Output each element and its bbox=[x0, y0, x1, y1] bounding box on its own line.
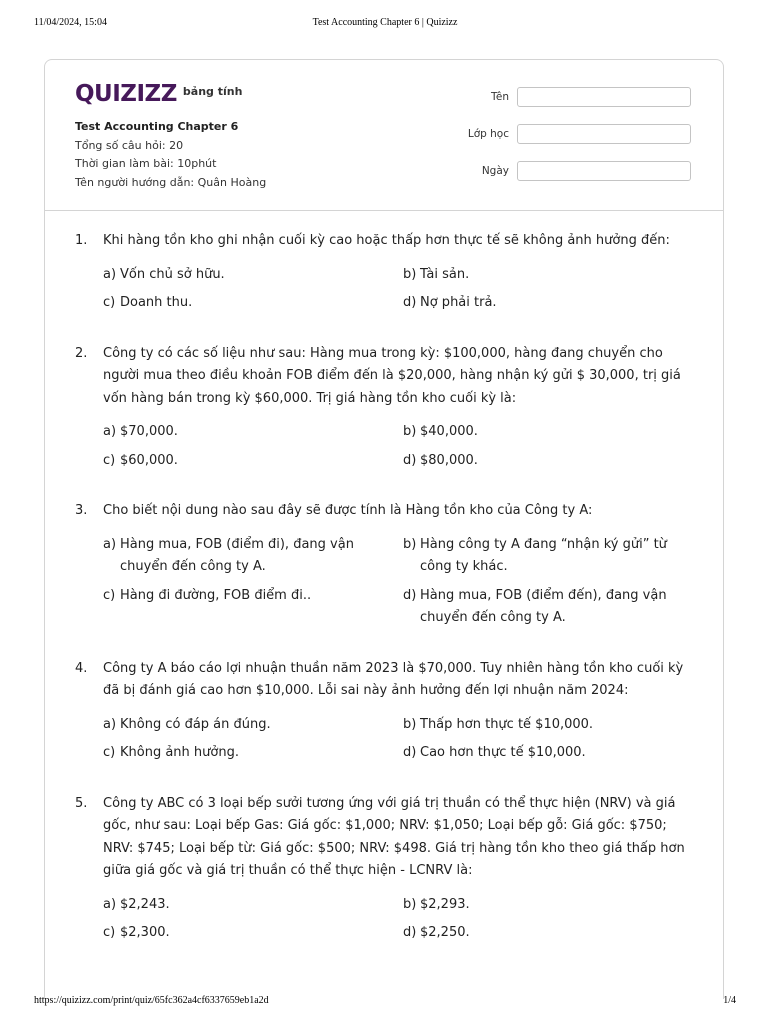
option-a bbox=[103, 714, 401, 737]
quiz-meta bbox=[75, 118, 266, 192]
option-text: Hàng mua, FOB (điểm đến), đang vận chuyển đến công ty A. bbox=[420, 587, 667, 625]
options bbox=[103, 714, 700, 765]
question-1 bbox=[75, 230, 700, 315]
question-5 bbox=[75, 793, 700, 945]
question-number: 5. bbox=[75, 795, 88, 811]
option-letter: c) bbox=[103, 745, 116, 760]
question-number: 3. bbox=[75, 503, 88, 518]
option-letter: b) bbox=[403, 424, 417, 439]
option-text: Hàng mua, FOB (điểm đi), đang vận chuyển đến công ty A. bbox=[120, 536, 354, 574]
option-a bbox=[103, 264, 401, 287]
worksheet-card bbox=[44, 59, 724, 999]
time-limit: Thời gian làm bài: 10phút bbox=[75, 157, 217, 170]
option-letter: c) bbox=[103, 452, 116, 468]
option-a bbox=[103, 894, 401, 917]
total-questions: Tổng số câu hỏi: 20 bbox=[75, 138, 184, 152]
option-letter: d) bbox=[403, 587, 417, 603]
option-d bbox=[403, 742, 681, 765]
option-b bbox=[403, 894, 681, 917]
option-letter: d) bbox=[403, 745, 417, 760]
name-field-row bbox=[455, 87, 691, 107]
question-text: Công ty A báo cáo lợi nhuận thuần năm 2023 là $70,000. Tuy nhiên hàng tồn kho cuối kỳ đã bị đánh giá cao hơn $10,000. Lỗi sai này ảnh hưởng đến lợi nhuận năm 2024: bbox=[103, 660, 684, 698]
question-4 bbox=[75, 658, 700, 765]
option-text: Tài sản. bbox=[420, 266, 470, 282]
option-letter: b) bbox=[403, 716, 417, 732]
date-field-row bbox=[455, 161, 691, 181]
instructor-name: Tên người hướng dẫn: Quân Hoàng bbox=[75, 175, 267, 189]
class-input[interactable] bbox=[517, 124, 691, 144]
options bbox=[103, 421, 700, 472]
question-3 bbox=[75, 500, 700, 630]
date-label: Ngày bbox=[481, 165, 509, 177]
print-page-title: Test Accounting Chapter 6 | Quizizz bbox=[312, 17, 458, 28]
option-letter: d) bbox=[403, 925, 417, 940]
options bbox=[103, 534, 700, 630]
options bbox=[103, 894, 700, 945]
question-number: 4. bbox=[75, 660, 88, 676]
class-field-row bbox=[455, 124, 691, 144]
question-number: 2. bbox=[75, 345, 88, 361]
option-text: Vốn chủ sở hữu. bbox=[120, 266, 225, 282]
option-letter: c) bbox=[103, 295, 116, 310]
date-input[interactable] bbox=[517, 161, 691, 181]
print-page-number: 1/4 bbox=[723, 995, 736, 1006]
option-a bbox=[103, 534, 401, 579]
option-b bbox=[403, 264, 681, 287]
option-c bbox=[103, 585, 401, 630]
option-letter: a) bbox=[103, 716, 117, 732]
option-a bbox=[103, 421, 401, 444]
option-letter: c) bbox=[103, 925, 116, 940]
option-text: $2,243. bbox=[120, 896, 170, 912]
question-text: Công ty có các số liệu như sau: Hàng mua trong kỳ: $100,000, hàng đang chuyển cho người mua theo điều khoản FOB điểm đến là $20,000, hàng nhận ký gửi $ 30,000, trị giá vốn hàng bán trong kỳ $60,000. Trị giá hàng tồn kho cuối kỳ là: bbox=[103, 345, 681, 406]
question-text: Công ty ABC có 3 loại bếp sưởi tương ứng với giá trị thuần có thể thực hiện (NRV) và giá gốc, như sau: Loại bếp Gas: Giá gốc: $1,000; NRV: $1,050; Loại bếp gỗ: Giá gốc: $750; NRV: $745; Loại bếp từ: Giá gốc: $500; NRV: $498. Giá trị hàng tồn kho theo giá thấp hơn giữa giá gốc và giá trị thuần có thể thực hiện - LCNRV là: bbox=[103, 795, 685, 878]
option-letter: c) bbox=[103, 587, 116, 603]
option-text: Hàng công ty A đang “nhận ký gửi” từ công ty khác. bbox=[420, 536, 667, 574]
option-text: Hàng đi đường, FOB điểm đi.. bbox=[120, 587, 312, 603]
option-d bbox=[403, 292, 681, 315]
option-d bbox=[403, 585, 681, 630]
name-input[interactable] bbox=[517, 87, 691, 107]
option-text: $2,293. bbox=[420, 896, 470, 912]
question-list bbox=[75, 230, 700, 945]
option-b bbox=[403, 421, 681, 444]
option-text: Cao hơn thực tế $10,000. bbox=[420, 745, 586, 760]
logo-text: QUIZIZZ bbox=[75, 81, 177, 107]
option-text: $70,000. bbox=[120, 424, 178, 439]
question-text: Cho biết nội dung nào sau đây sẽ được tính là Hàng tồn kho của Công ty A: bbox=[103, 503, 593, 518]
option-text: $2,300. bbox=[120, 925, 170, 940]
option-d bbox=[403, 450, 681, 473]
option-c bbox=[103, 292, 401, 315]
print-url: https://quizizz.com/print/quiz/65fc362a4cf6337659eb1a2d bbox=[34, 995, 269, 1006]
option-text: Doanh thu. bbox=[120, 295, 193, 310]
option-c bbox=[103, 922, 401, 945]
logo-subtitle: bảng tính bbox=[182, 84, 243, 98]
question-2 bbox=[75, 343, 700, 473]
option-letter: a) bbox=[103, 424, 117, 439]
worksheet-header bbox=[45, 60, 723, 211]
quiz-title: Test Accounting Chapter 6 bbox=[75, 120, 239, 133]
option-text: $80,000. bbox=[420, 452, 478, 468]
option-b bbox=[403, 534, 681, 579]
option-letter: b) bbox=[403, 536, 417, 552]
option-text: Không ảnh hưởng. bbox=[120, 745, 239, 760]
option-letter: a) bbox=[103, 896, 117, 912]
option-text: Thấp hơn thực tế $10,000. bbox=[420, 716, 594, 732]
option-letter: a) bbox=[103, 536, 117, 552]
option-b bbox=[403, 714, 681, 737]
option-c bbox=[103, 742, 401, 765]
question-number: 1. bbox=[75, 233, 88, 248]
option-letter: a) bbox=[103, 266, 117, 282]
option-text: $60,000. bbox=[120, 452, 178, 468]
option-letter: b) bbox=[403, 266, 417, 282]
question-text: Khi hàng tồn kho ghi nhận cuối kỳ cao hoặc thấp hơn thực tế sẽ không ảnh hưởng đến: bbox=[103, 233, 670, 248]
option-d bbox=[403, 922, 681, 945]
quizizz-logo bbox=[75, 81, 242, 107]
option-letter: d) bbox=[403, 452, 417, 468]
option-letter: d) bbox=[403, 295, 417, 310]
options bbox=[103, 264, 700, 315]
option-c bbox=[103, 450, 401, 473]
option-text: Không có đáp án đúng. bbox=[120, 716, 271, 732]
option-letter: b) bbox=[403, 896, 417, 912]
option-text: $2,250. bbox=[420, 925, 470, 940]
name-label: Tên bbox=[490, 91, 509, 103]
print-datetime: 11/04/2024, 15:04 bbox=[34, 17, 107, 28]
class-label: Lớp học bbox=[467, 128, 509, 140]
option-text: $40,000. bbox=[420, 424, 478, 439]
option-text: Nợ phải trả. bbox=[420, 295, 497, 310]
